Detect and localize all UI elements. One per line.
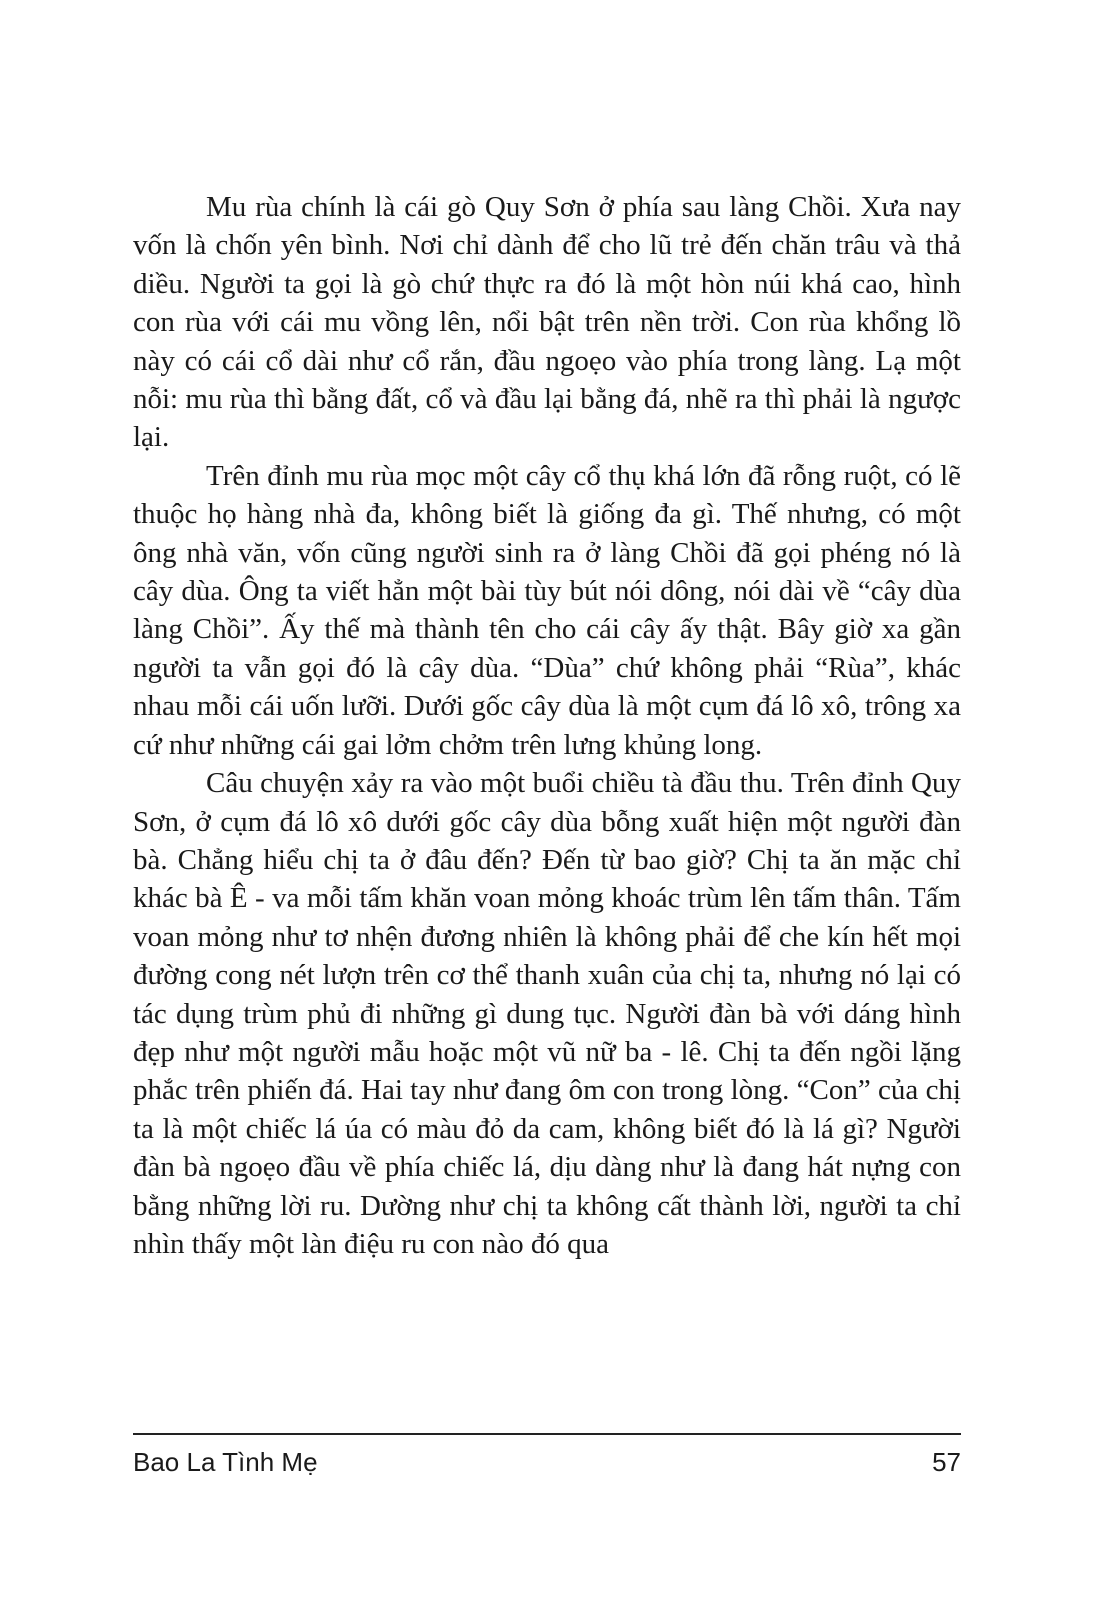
body-text bbox=[133, 188, 961, 1263]
footer-page-number: 57 bbox=[932, 1447, 961, 1477]
paragraph: Mu rùa chính là cái gò Quy Sơn ở phía sau làng Chồi. Xưa nay vốn là chốn yên bình. Nơi chỉ dành để cho lũ trẻ đến chăn trâu và thả diều. Người ta gọi là gò chứ thực ra đó là một hòn núi khá cao, hình con rùa với cái mu vồng lên, nổi bật trên nền trời. Con rùa khổng lồ này có cái cổ dài như cổ rắn, đầu ngoẹo vào phía trong làng. Lạ một nỗi: mu rùa thì bằng đất, cổ và đầu lại bằng đá, nhẽ ra thì phải là ngược lại. bbox=[133, 191, 961, 454]
paragraph: Trên đỉnh mu rùa mọc một cây cổ thụ khá lớn đã rỗng ruột, có lẽ thuộc họ hàng nhà đa, không biết là giống đa gì. Thế nhưng, có một ông nhà văn, vốn cũng người sinh ra ở làng Chồi đã gọi phéng nó là cây dùa. Ông ta viết hẳn một bài tùy bút nói dông, nói dài về “cây dùa làng Chồi”. Ấy thế mà thành tên cho cái cây ấy thật. Bây giờ xa gần người ta vẫn gọi đó là cây dùa. “Dùa” chứ không phải “Rùa”, khác nhau mỗi cái uốn lưỡi. Dưới gốc cây dùa là một cụm đá lô xô, trông xa cứ như những cái gai lởm chởm trên lưng khủng long. bbox=[133, 459, 961, 761]
footer-divider bbox=[133, 1433, 961, 1435]
paragraph: Câu chuyện xảy ra vào một buổi chiều tà đầu thu. Trên đỉnh Quy Sơn, ở cụm đá lô xô dưới gốc cây dùa bỗng xuất hiện một người đàn bà. Chẳng hiểu chị ta ở đâu đến? Đến từ bao giờ? Chị ta ăn mặc chỉ khác bà Ê - va mỗi tấm khăn voan mỏng khoác trùm lên tấm thân. Tấm voan mỏng như tơ nhện đương nhiên là không phải để che kín hết mọi đường cong nét lượn trên cơ thể thanh xuân của chị ta, nhưng nó lại có tác dụng trùm phủ đi những gì dung tục. Người đàn bà với dáng hình đẹp như một người mẫu hoặc một vũ nữ ba - lê. Chị ta đến ngồi lặng phắc trên phiến đá. Hai tay như đang ôm con trong lòng. “Con” của chị ta là một chiếc lá úa có màu đỏ da cam, không biết đó là lá gì? Người đàn bà ngoẹo đầu về phía chiếc lá, dịu dàng như là đang hát nựng con bằng những lời ru. Dường như chị ta không cất thành lời, người ta chỉ nhìn thấy một làn điệu ru con nào đó qua bbox=[133, 767, 961, 1260]
footer-book-title: Bao La Tình Mẹ bbox=[133, 1447, 318, 1477]
